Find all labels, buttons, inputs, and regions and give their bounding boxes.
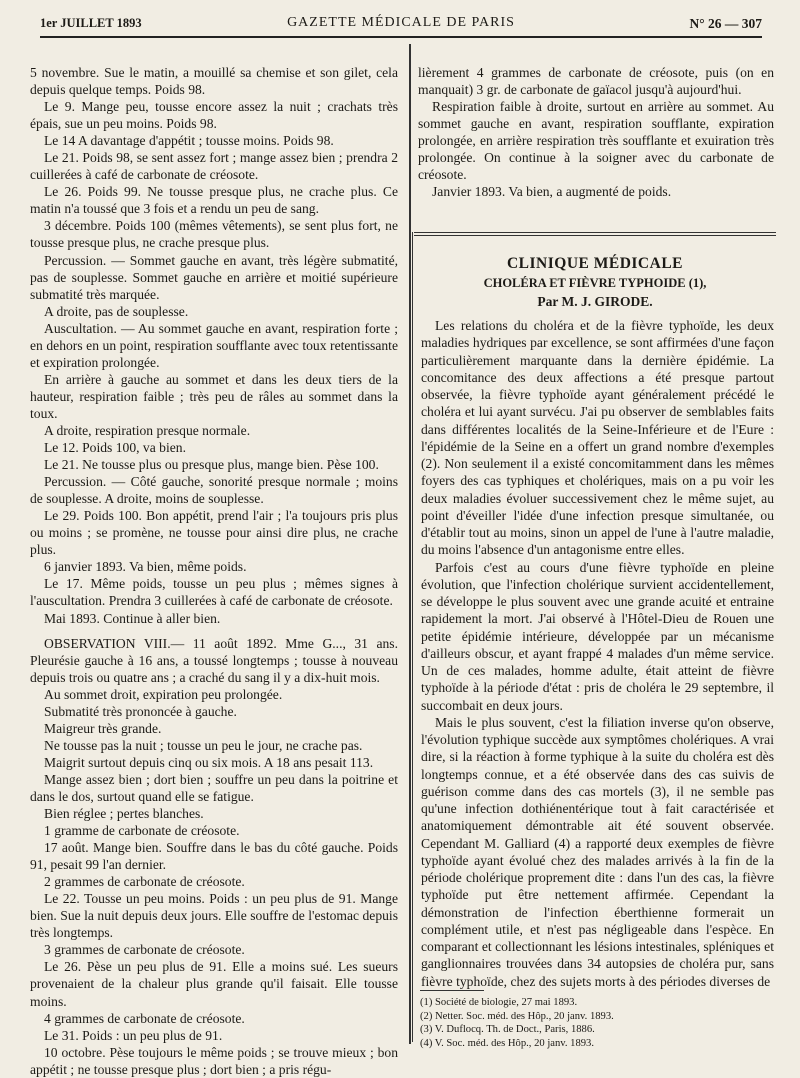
paragraph: En arrière à gauche au sommet et dans les deux tiers de la hauteur, respiration faible ; très peu de râles au sommet dans la toux. <box>30 371 398 421</box>
paragraph: Le 29. Poids 100. Bon appétit, prend l'air ; l'a toujours pris plus ou moins ; se promène, ne tousse pour ainsi dire plus, ne crache plus. <box>30 508 398 558</box>
paragraph: Le 21. Poids 98, se sent assez fort ; mange assez bien ; prendra 2 cuillerées à café de carbonate de créosote. <box>30 150 398 183</box>
paragraph: Maigrit surtout depuis cinq ou six mois. A 18 ans pesait 113. <box>44 754 374 770</box>
paragraph: Submatité très prononcée à gauche. <box>44 703 237 719</box>
right-column-top <box>418 64 774 200</box>
paragraph: Le 12. Poids 100, va bien. <box>44 440 186 456</box>
section-left-border <box>412 232 413 1042</box>
paragraph: Bien réglee ; pertes blanches. <box>44 806 204 822</box>
journal-title: GAZETTE MÉDICALE DE PARIS <box>287 15 515 30</box>
paragraph: Ne tousse pas la nuit ; tousse un peu le jour, ne crache pas. <box>44 737 363 753</box>
paragraph: 10 octobre. Pèse toujours le même poids ; se trouve mieux ; bon appétit ; ne tousse presque plus ; dort bien ; a pris régu- <box>30 1044 398 1077</box>
article-author: Par M. J. GIRODE. <box>537 294 653 309</box>
paragraph: Mais le plus souvent, c'est la filiation inverse qu'on observe, l'évolution typhique succède aux symptômes cholériques. A vrai dire, si la réaction à forme typhique à la suite du choléra est dès longtemps connue, et a été observée dans des cas suivis de guérison comme dans des cas mortels (3), il ne semble pas qu'une infection dothiénentérique tout à fait caractérisée et anatomiquement démontrable ait été souvent observée. Cependant M. Galliard (4) a rapporté deux exemples de fièvre typhoïde ayant évolué chez des malades arrivés à la fin de la période cholérique proprement dite : dans l'un des cas, la fièvre typhoïde put être nettement affirmée. Cependant la démonstration de l'infection éberthienne formerait un complément utile, et n'est pas négligeable dans l'espèce. En comparant et collectionnant les lésions intestinales, spléniques et ganglionnaires trouvées dans 34 autopsies de choléra pur, sans fièvre typhoïde, chez des sujets morts à des périodes diverses de <box>421 714 774 989</box>
paragraph: Le 9. Mange peu, tousse encore assez la nuit ; crachats très épais, sue un peu moins. Poids 98. <box>30 99 398 132</box>
paragraph: Janvier 1893. Va bien, a augmenté de poids. <box>432 184 672 200</box>
section-rule <box>414 232 776 233</box>
paragraph: Le 21. Ne tousse plus ou presque plus, mange bien. Pèse 100. <box>44 457 379 473</box>
paragraph: Le 17. Même poids, tousse un peu plus ; mêmes signes à l'auscultation. Prendra 3 cuillerées à café de carbonate de créosote. <box>30 576 398 609</box>
paragraph: Respiration faible à droite, surtout en arrière au sommet. Au sommet gauche en avant, respiration soufflante, expiration prolongée, en arrière respiration très soufflante et exuiration très prolongée. On continue à la soigner avec du carbonate de créosote. <box>418 99 774 183</box>
paragraph: Au sommet droit, expiration peu prolongée. <box>44 686 283 702</box>
left-column <box>30 64 398 1078</box>
paragraph: A droite, pas de souplesse. <box>44 303 189 319</box>
article-title: CHOLÉRA ET FIÈVRE TYPHOIDE (1), <box>483 276 707 290</box>
paragraph: Mai 1893. Continue à aller bien. <box>44 610 221 626</box>
footnote: (1) Société de biologie, 27 mai 1893. <box>420 997 578 1008</box>
paragraph: A droite, respiration presque normale. <box>44 422 251 438</box>
paragraph: 1 gramme de carbonate de créosote. <box>44 823 240 839</box>
paragraph: 3 grammes de carbonate de créosote. <box>44 942 245 958</box>
paragraph: Le 26. Pèse un peu plus de 91. Elle a moins sué. Les sueurs provenaient de la chaleur plus grande qu'il faisait. Elle tousse moins. <box>30 959 398 1009</box>
paragraph: Parfois c'est au cours d'une fièvre typhoïde en pleine évolution, que l'infection cholérique survient accidentellement, se développe le plus souvent avec une grande acuité et entraine rapidement la mort. J'ai observé à l'Hôtel-Dieu de Rouen une petite épidémie intérieure, développée par un mécanisme d'ailleurs obscur, et ayant frappé 4 malades d'un même service. Un de ces malades, homme adulte, était atteint de fièvre typhoïde à la période d'état : pris de choléra le 29 septembre, il succombait en deux jours. <box>421 559 774 713</box>
paragraph: Mange assez bien ; dort bien ; souffre un peu dans la poitrine et dans le dos, surtout quand elle se fatigue. <box>30 771 398 804</box>
section-title: CLINIQUE MÉDICALE <box>506 255 683 272</box>
page-header <box>40 14 762 38</box>
paragraph: lièrement 4 grammes de carbonate de créosote, puis (on en manquait) 3 gr. de carbonate de gaïacol jusqu'à aujourd'hui. <box>418 65 774 98</box>
column-divider <box>409 44 411 1044</box>
paragraph: 3 décembre. Poids 100 (mêmes vêtements), se sent plus fort, ne tousse presque plus, ne crache presque plus. <box>30 218 398 251</box>
section-rule <box>414 235 776 236</box>
footnote: (3) V. Duflocq. Th. de Doct., Paris, 1886. <box>420 1024 595 1035</box>
paragraph: 5 novembre. Sue le matin, a mouillé sa chemise et son gilet, cela depuis quelque temps. Poids 98. <box>30 65 398 98</box>
issue-date: 1er JUILLET 1893 <box>40 16 142 30</box>
paragraph: 2 grammes de carbonate de créosote. <box>44 874 245 890</box>
paragraph: Le 22. Tousse un peu moins. Poids : un peu plus de 91. Mange bien. Sue la nuit depuis deux jours. Elle souffre de l'estomac depuis très longtemps. <box>30 891 398 941</box>
article-body <box>421 317 774 990</box>
footnote-rule <box>420 990 484 991</box>
paragraph: Le 31. Poids : un peu plus de 91. <box>44 1027 223 1043</box>
observation-heading: OBSERVATION VIII.— 11 août 1892. Mme G..., 31 ans. Pleurésie gauche à 16 ans, a toussé longtemps ; tousse à nouveau depuis trois ou quatre ans ; a craché du sang il y a dix-huit mois. <box>30 635 398 685</box>
paragraph: Auscultation. — Au sommet gauche en avant, respiration forte ; en dehors en un point, respiration soufflante avec toux retentissante et expiration prolongée. <box>30 320 398 370</box>
paragraph: Percussion. — Sommet gauche en avant, très légère submatité, pas de souplesse. Sommet gauche en arrière et moitié supérieure submatité très marquée. <box>30 252 398 302</box>
paragraph: Maigreur très grande. <box>44 720 162 736</box>
paragraph: Percussion. — Côté gauche, sonorité presque normale ; moins de souplesse. A droite, moins de souplesse. <box>30 474 398 507</box>
paragraph: Les relations du choléra et de la fièvre typhoïde, les deux maladies hydriques par excellence, se sont affirmées d'une façon particulièrement marquante dans la dernière épidémie. La concomitance des deux affections a été presque partout observée, la fièvre typhoïde ayant généralement précédé le choléra et lui ayant survécu. J'ai pu observer de semblables faits dans différentes localités de la Seine-Inférieure et de l'Eure : l'épidémie de la Seine en a offert un grand nombre d'exemples (2). Non seulement il a existé concomitamment dans les mêmes foyers des cas typhiques et cholériques, mais on a pu voir les deux maladies évoluer successivement chez le même sujet, au point d'éveiller l'idée d'une infection presque simultanée, ou d'établir tout au moins, sinon un appel de l'une à l'autre maladie, du moins l'absence d'un antagonisme entre elles. <box>421 318 774 558</box>
paragraph: 6 janvier 1893. Va bien, même poids. <box>44 559 247 575</box>
footnote: (4) V. Soc. méd. des Hôp., 20 janv. 1893. <box>420 1037 594 1049</box>
paragraph: Le 26. Poids 99. Ne tousse presque plus, ne crache plus. Ce matin n'a toussé que 3 fois et a rendu un peu de sang. <box>30 184 398 217</box>
paragraph: 17 août. Mange bien. Souffre dans le bas du côté gauche. Poids 91, pesait 99 l'an dernier. <box>30 840 398 873</box>
footnotes <box>420 996 776 1050</box>
page-number: N° 26 — 307 <box>689 16 762 31</box>
paragraph: 4 grammes de carbonate de créosote. <box>44 1010 245 1026</box>
paragraph: Le 14 A davantage d'appétit ; tousse moins. Poids 98. <box>44 133 334 149</box>
footnote: (2) Netter. Soc. méd. des Hôp., 20 janv. 1893. <box>420 1010 614 1022</box>
